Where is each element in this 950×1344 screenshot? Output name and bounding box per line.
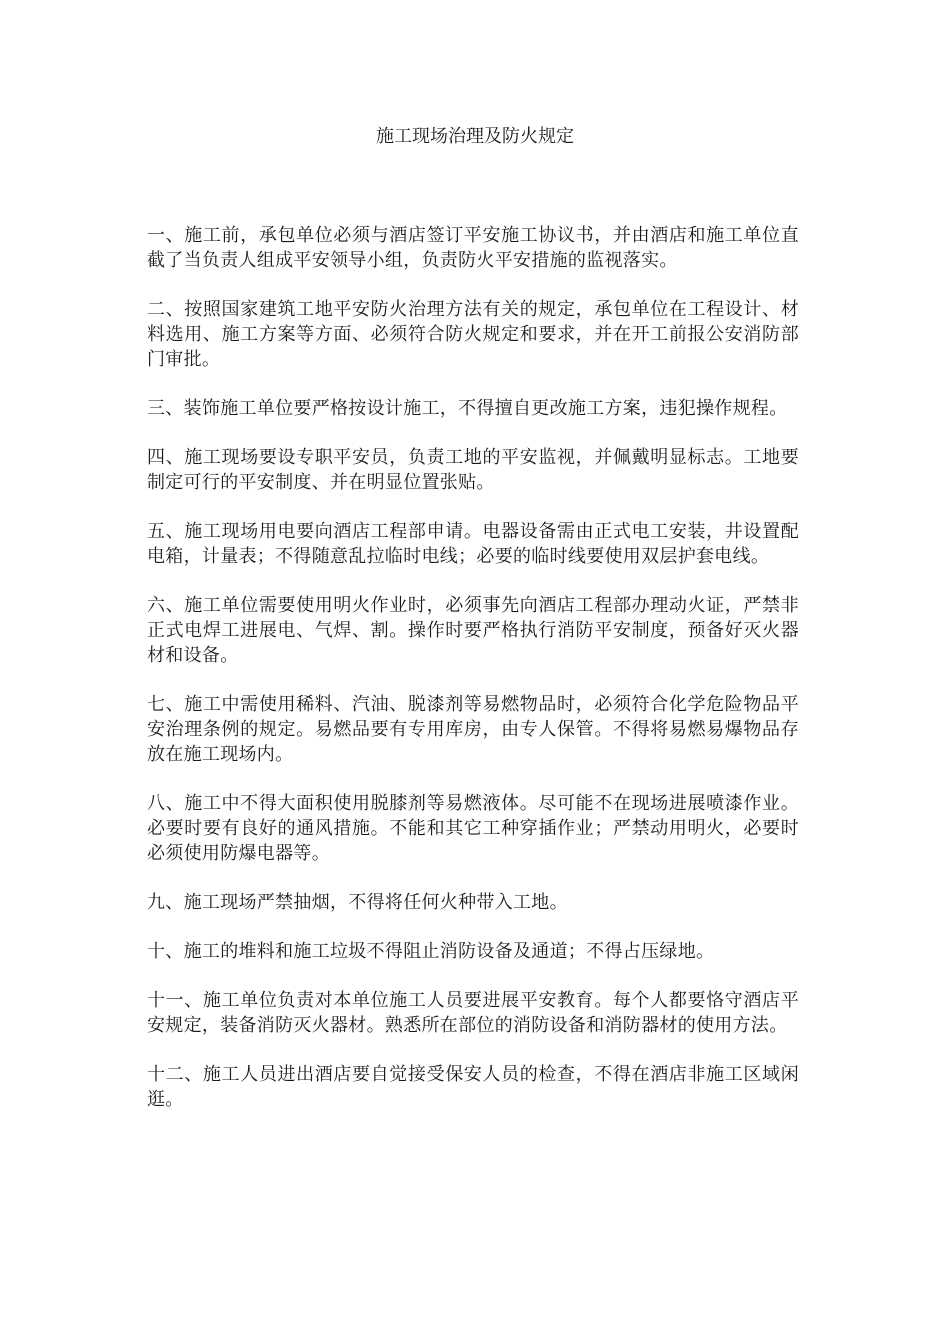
paragraph-7: 七、施工中需使用稀料、汽油、脱漆剂等易燃物品时，必须符合化学危险物品平安治理条例的规定。易燃品要有专用库房，由专人保管。不得将易燃易爆物品存放在施工现场内。 <box>147 694 799 765</box>
paragraph-4: 四、施工现场要设专职平安员，负责工地的平安监视，并佩戴明显标志。工地要制定可行的平安制度、并在明显位置张贴。 <box>147 447 799 493</box>
paragraph-1: 一、施工前，承包单位必须与酒店签订平安施工协议书，并由酒店和施工单位直截了当负责人组成平安领导小组，负责防火平安措施的监视落实。 <box>147 225 799 271</box>
paragraph-12: 十二、施工人员进出酒店要自觉接受保安人员的检查，不得在酒店非施工区域闲逛。 <box>147 1064 799 1110</box>
paragraph-6: 六、施工单位需要使用明火作业时，必须事先向酒店工程部办理动火证，严禁非正式电焊工进展电、气焊、割。操作时要严格执行消防平安制度，预备好灭火器材和设备。 <box>147 595 799 666</box>
paragraph-10: 十、施工的堆料和施工垃圾不得阻止消防设备及通道；不得占压绿地。 <box>147 941 715 962</box>
document-body <box>147 223 799 1136</box>
paragraph-5: 五、施工现场用电要向酒店工程部申请。电器设备需由正式电工安装，井设置配电箱，计量表；不得随意乱拉临时电线；必要的临时线要使用双层护套电线。 <box>147 521 799 567</box>
paragraph-11: 十一、施工单位负责对本单位施工人员要进展平安教育。每个人都要恪守酒店平安规定，装备消防灭火器材。熟悉所在部位的消防设备和消防器材的使用方法。 <box>147 990 799 1036</box>
document-title: 施工现场治理及防火规定 <box>376 126 574 147</box>
paragraph-8: 八、施工中不得大面积使用脱膝剂等易燃液体。尽可能不在现场进展喷漆作业。必要时要有良好的通风措施。不能和其它工种穿插作业；严禁动用明火，必要时必须使用防爆电器等。 <box>147 793 799 864</box>
paragraph-2: 二、按照国家建筑工地平安防火治理方法有关的规定，承包单位在工程设计、材料选用、施工方案等方面、必须符合防火规定和要求，并在开工前报公安消防部门审批。 <box>147 299 799 370</box>
paragraph-3: 三、装饰施工单位要严格按设计施工，不得擅自更改施工方案，违犯操作规程。 <box>147 398 788 419</box>
paragraph-9: 九、施工现场严禁抽烟，不得将任何火种带入工地。 <box>147 892 568 913</box>
